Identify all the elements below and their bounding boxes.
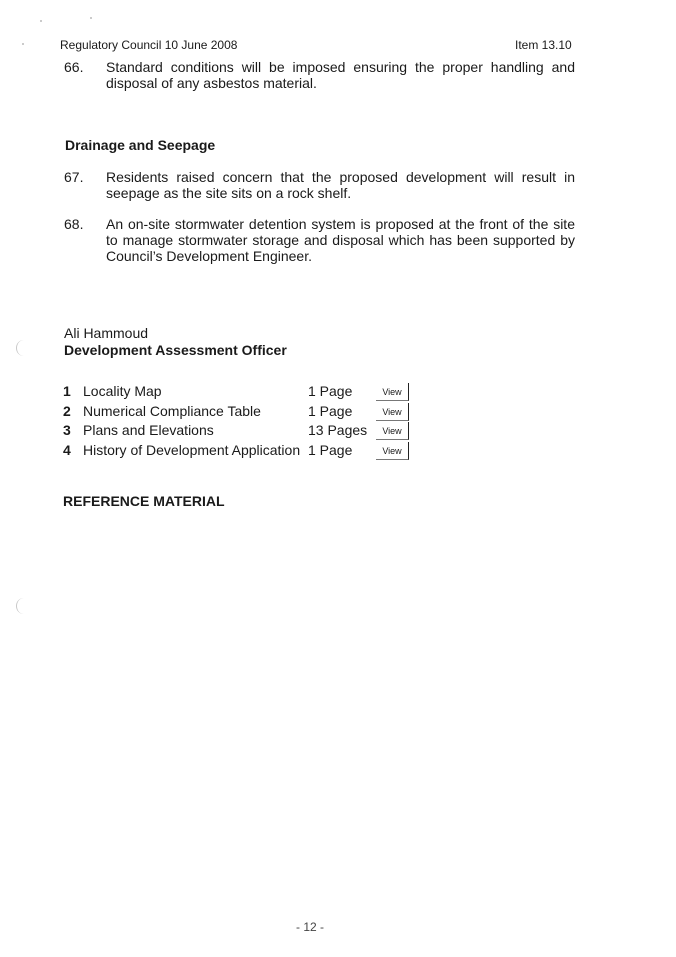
scan-speck <box>22 43 24 45</box>
scan-speck <box>90 17 92 19</box>
view-attachment-button[interactable]: View <box>376 383 409 401</box>
running-header-title: Regulatory Council 10 June 2008 <box>60 38 238 52</box>
attachment-page-count: 1 Page <box>308 403 353 419</box>
officer-title: Development Assessment Officer <box>64 342 287 358</box>
reference-material-heading: REFERENCE MATERIAL <box>63 493 225 509</box>
attachment-row <box>63 403 423 423</box>
attachment-title: Plans and Elevations <box>83 422 214 438</box>
punch-hole-mark <box>16 340 31 356</box>
paragraph-text: Standard conditions will be imposed ensuring the proper handling and disposal of any asbestos material. <box>106 59 575 91</box>
paragraph-text: Residents raised concern that the proposed development will result in seepage as the site sits on a rock shelf. <box>106 169 575 201</box>
paragraph-number: 66. <box>64 59 84 75</box>
attachment-number: 1 <box>63 383 71 399</box>
attachment-title: Numerical Compliance Table <box>83 403 261 419</box>
view-attachment-button[interactable]: View <box>376 422 409 440</box>
attachment-page-count: 1 Page <box>308 442 353 458</box>
paragraph-text: An on-site stormwater detention system is proposed at the front of the site to manage stormwater storage and disposal which has been supported by Council’s Development Engineer. <box>106 216 575 264</box>
attachment-page-count: 1 Page <box>308 383 353 399</box>
page-number: - 12 - <box>295 920 324 934</box>
attachment-title: History of Development Application <box>83 442 301 458</box>
paragraph-number: 68. <box>64 216 84 232</box>
numbered-paragraph <box>64 59 575 91</box>
attachment-number: 2 <box>63 403 71 419</box>
attachment-row <box>63 422 423 442</box>
officer-name: Ali Hammoud <box>64 325 149 341</box>
paragraph-number: 67. <box>64 169 84 185</box>
punch-hole-mark <box>16 598 31 614</box>
running-header-item: Item 13.10 <box>515 38 572 52</box>
attachment-number: 3 <box>63 422 71 438</box>
view-attachment-button[interactable]: View <box>376 403 409 421</box>
attachment-number: 4 <box>63 442 71 458</box>
view-attachment-button[interactable]: View <box>376 442 409 460</box>
numbered-paragraph <box>64 216 575 264</box>
attachment-row <box>63 442 423 462</box>
section-heading: Drainage and Seepage <box>65 137 216 153</box>
attachment-title: Locality Map <box>83 383 162 399</box>
scan-speck <box>40 20 42 22</box>
attachment-page-count: 13 Pages <box>308 422 368 438</box>
numbered-paragraph <box>64 169 575 201</box>
attachment-row <box>63 383 423 403</box>
